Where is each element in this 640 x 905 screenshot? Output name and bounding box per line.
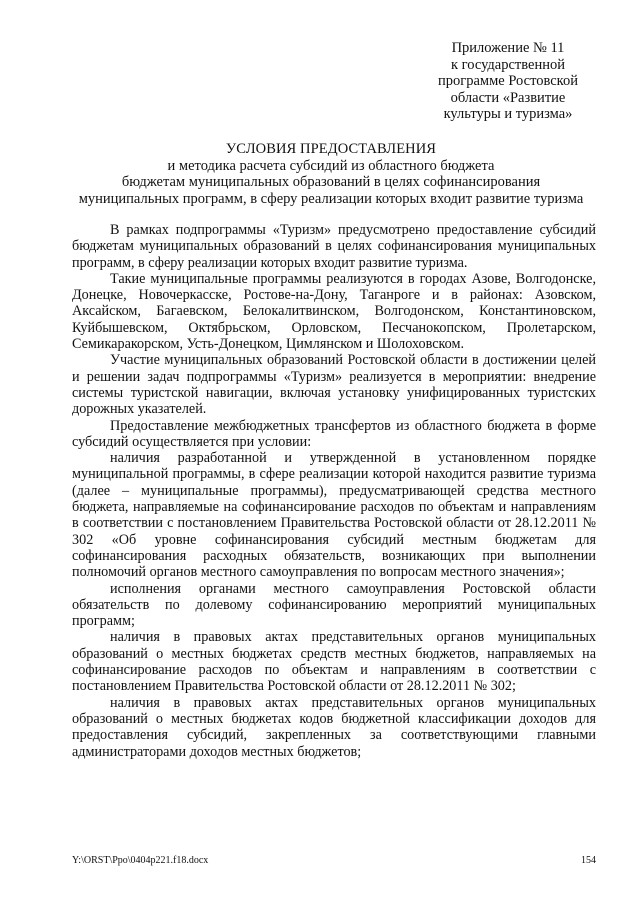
appendix-line: к государственной <box>450 56 565 73</box>
document-body <box>72 222 596 760</box>
paragraph: наличия в правовых актах представительных органов муниципальных образований о местных бюджетах средств местных бюджетов, направляемых на софинансирование расходов по объектам и направлениям в соответствии с постановлением Правительства Ростовской области от 28.12.2011 № 302; <box>72 629 596 695</box>
document-title <box>66 141 596 207</box>
title-subline: и методика расчета субсидий из областного бюджета <box>167 157 495 174</box>
paragraph: наличия разработанной и утвержденной в установленном порядке муниципальной программы, в сфере реализации которой находится развитие туризма (далее – муниципальные программы), предусматривающей средства местного бюджета, направляемые на софинансирование расходов по объектам и направлениям в соответствии с постановлением Правительства Ростовской области от 28.12.2011 № 302 «Об уровне софинансирования субсидий местным бюджетам для софинансирования расходных обязательств, возникающих при выполнении полномочий органов местного самоуправления по вопросам местного значения»; <box>72 450 596 581</box>
file-path: Y:\ORST\Ppo\0404p221.f18.docx <box>72 855 209 866</box>
title-subline: муниципальных программ, в сферу реализации которых входит развитие туризма <box>78 190 584 207</box>
paragraph: Предоставление межбюджетных трансфертов из областного бюджета в форме субсидий осуществляется при условии: <box>72 417 596 450</box>
title-subline: бюджетам муниципальных образований в целях софинансирования <box>121 174 541 190</box>
paragraph: Участие муниципальных образований Ростовской области в достижении целей и решении задач подпрограммы «Туризм» реализуется в мероприятии: внедрение системы туристской навигации, включая установку унифицированных туристских дорожных указателей. <box>72 352 596 418</box>
paragraph: Такие муниципальные программы реализуются в городах Азове, Волгодонске, Донецке, Новочеркасске, Ростове-на-Дону, Таганроге и в районах: Азовском, Аксайском, Багаевском, Белокалитвинском, Волгодонском, Константиновском, Куйбышевском, Октябрьском, Орловском, Песчанокопском, Пролетарском, Семикаракорском, Усть-Донецком, Цимлянском и Шолоховском. <box>72 270 596 353</box>
appendix-header <box>420 40 596 123</box>
appendix-line: области «Развитие <box>450 89 566 106</box>
appendix-line: Приложение № 11 <box>451 40 565 56</box>
title-main: УСЛОВИЯ ПРЕДОСТАВЛЕНИЯ <box>225 141 437 157</box>
appendix-line: культуры и туризма» <box>443 106 573 122</box>
paragraph: исполнения органами местного самоуправления Ростовской области обязательств по долевому софинансированию мероприятий муниципальных программ; <box>72 580 596 630</box>
page-number: 154 <box>581 855 596 866</box>
appendix-line: программе Ростовской <box>438 73 578 89</box>
paragraph: В рамках подпрограммы «Туризм» предусмотрено предоставление субсидий бюджетам муниципальных образований в целях софинансирования муниципальных программ, в сферу реализации которых входит развитие туризма. <box>72 222 596 271</box>
paragraph: наличия в правовых актах представительных органов муниципальных образований о местных бюджетах кодов бюджетной классификации доходов для предоставления субсидий, закрепленных за соответствующими главными администраторами доходов местных бюджетов; <box>72 694 596 760</box>
